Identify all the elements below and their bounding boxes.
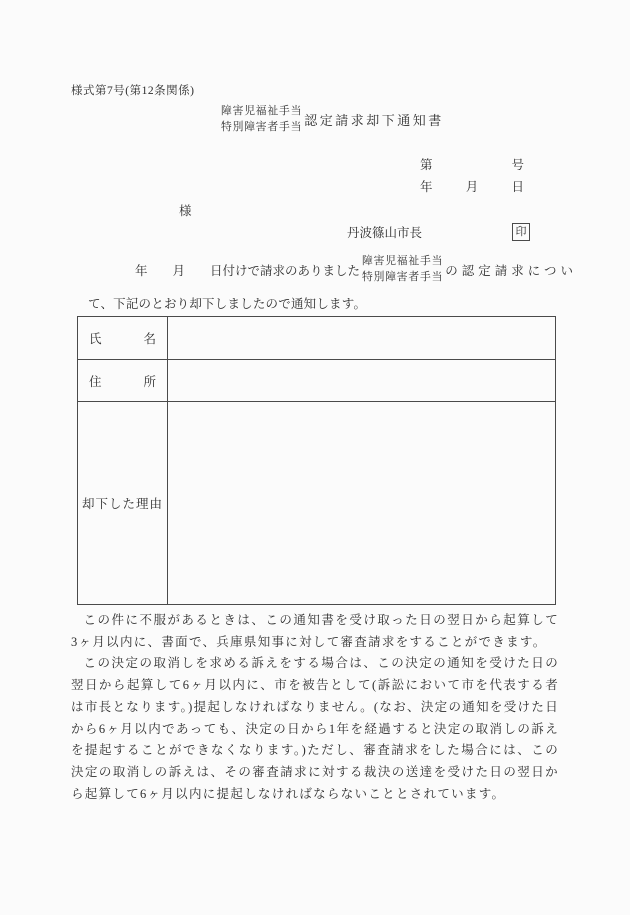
title-main: 認定請求却下通知書 bbox=[304, 113, 444, 128]
date-month-label: 月 bbox=[465, 180, 479, 194]
name-row bbox=[78, 317, 555, 360]
date-year-label: 年 bbox=[420, 180, 433, 194]
address-label bbox=[78, 360, 168, 401]
reason-label: 却下した理由 bbox=[78, 402, 168, 604]
rejection-table bbox=[77, 316, 556, 605]
name-label bbox=[78, 317, 168, 359]
address-value-cell bbox=[168, 360, 555, 401]
issue-date-line bbox=[420, 177, 524, 195]
body-paragraph-line-1 bbox=[135, 254, 577, 285]
reason-value-cell bbox=[168, 402, 555, 604]
reference-number-line bbox=[420, 155, 524, 173]
document-title bbox=[221, 104, 444, 135]
body-date-segment: 年 月 日付けで請求のありました bbox=[135, 263, 361, 278]
issuer-line bbox=[347, 223, 530, 241]
body-paragraph-line-2: て、下記のとおり却下しましたので通知します。 bbox=[88, 297, 367, 311]
addressee-line bbox=[179, 201, 192, 219]
allowance-line-2: 特別障害者手当 bbox=[221, 120, 303, 133]
appeal-paragraph-2: この決定の取消しを求める訴えをする場合は、この決定の通知を受けた日の翌日から起算して6ヶ月以内に、市を被告として(訴訟において市を代表する者は市長となります。)提起しなければなりません。(なお、決定の通知を受けた日から6ヶ月以内であっても、決定の日から1年を経過すると決定の取消しの訴えを提起することができなくなります。)ただし、審査請求をした場合には、この決定の取消しの訴えは、その審査請求に対する裁決の送達を受けた日の翌日から起算して6ヶ月以内に提起しなければならないこととされています。 bbox=[71, 656, 559, 801]
name-value-cell bbox=[168, 317, 555, 359]
reason-row bbox=[78, 402, 555, 604]
body-allowance-line-1: 障害児福祉手当 bbox=[362, 255, 444, 267]
address-label-left: 住 bbox=[89, 374, 102, 389]
allowance-type-stack bbox=[221, 104, 302, 135]
name-label-right: 名 bbox=[143, 332, 156, 346]
body-tail-segment: の認定請求につい bbox=[445, 263, 577, 278]
reference-suffix: 号 bbox=[511, 158, 524, 172]
form-number: 様式第7号(第12条関係) bbox=[71, 85, 195, 97]
appeal-paragraph-1: この件に不服があるときは、この通知書を受け取った日の翌日から起算して3ヶ月以内に、書面で、兵庫県知事に対して審査請求をすることができます。 bbox=[71, 613, 559, 649]
addressee-honorific: 様 bbox=[179, 204, 192, 218]
body-allowance-stack bbox=[362, 254, 443, 285]
mayor-name: 丹波篠山市長 bbox=[347, 226, 423, 240]
address-row bbox=[78, 360, 555, 402]
body-allowance-line-2: 特別障害者手当 bbox=[362, 270, 444, 283]
allowance-line-1: 障害児福祉手当 bbox=[221, 105, 303, 117]
name-label-left: 氏 bbox=[89, 332, 102, 346]
address-label-right: 所 bbox=[143, 374, 156, 389]
date-day-label: 日 bbox=[511, 180, 524, 194]
appeal-notice bbox=[71, 610, 559, 805]
seal-box: 印 bbox=[512, 223, 530, 241]
reference-prefix: 第 bbox=[420, 158, 433, 172]
